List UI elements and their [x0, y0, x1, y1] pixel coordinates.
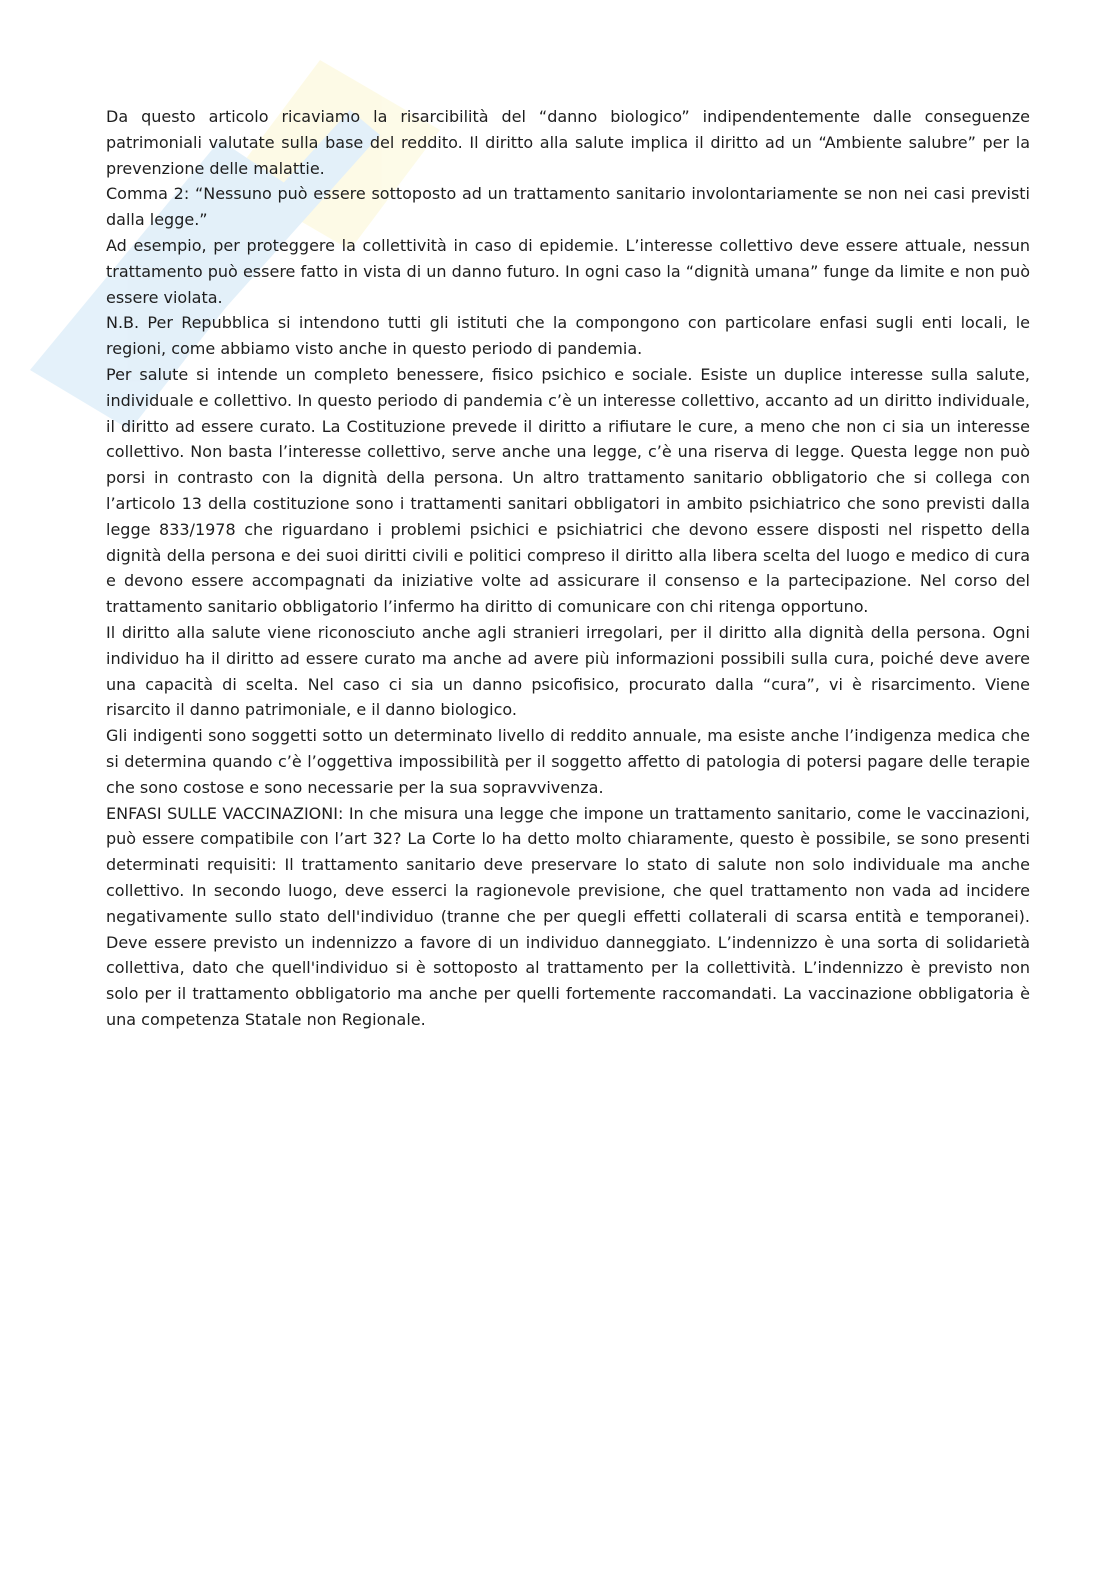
document-body	[106, 104, 1030, 1033]
paragraph: Per salute si intende un completo benessere, fisico psichico e sociale. Esiste un duplice interesse sulla salute, individuale e collettivo. In questo periodo di pandemia c’è un interesse collettivo, accanto ad un diritto individuale, il diritto ad essere curato. La Costituzione prevede il diritto a rifiutare le cure, a meno che non ci sia un interesse collettivo. Non basta l’interesse collettivo, serve anche una legge, c’è una riserva di legge. Questa legge non può porsi in contrasto con la dignità della persona. Un altro trattamento sanitario obbligatorio che si collega con l’articolo 13 della costituzione sono i trattamenti sanitari obbligatori in ambito psichiatrico che sono previsti dalla legge 833/1978 che riguardano i problemi psichici e psichiatrici che devono essere disposti nel rispetto della dignità della persona e dei suoi diritti civili e politici compreso il diritto alla libera scelta del luogo e medico di cura e devono essere accompagnati da iniziative volte ad assicurare il consenso e la partecipazione. Nel corso del trattamento sanitario obbligatorio l’infermo ha diritto di comunicare con chi ritenga opportuno.	[106, 364, 1030, 617]
paragraph: Gli indigenti sono soggetti sotto un determinato livello di reddito annuale, ma esiste anche l’indigenza medica che si determina quando c’è l’oggettiva impossibilità per il soggetto affetto di patologia di potersi pagare delle terapie che sono costose e sono necessarie per la sua sopravvivenza.	[106, 726, 1030, 797]
paragraph: N.B. Per Repubblica si intendono tutti gli istituti che la compongono con particolare enfasi sugli enti locali, le regioni, come abbiamo visto anche in questo periodo di pandemia.	[106, 313, 1030, 359]
paragraph: ENFASI SULLE VACCINAZIONI: In che misura una legge che impone un trattamento sanitario, come le vaccinazioni, può essere compatibile con l’art 32? La Corte lo ha detto molto chiaramente, questo è possibile, se sono presenti determinati requisiti: Il trattamento sanitario deve preservare lo stato di salute non solo individuale ma anche collettivo. In secondo luogo, deve esserci la ragionevole previsione, che quel trattamento non vada ad incidere negativamente sullo stato dell'individuo (tranne che per quegli effetti collaterali di scarsa entità e temporanei). Deve essere previsto un indennizzo a favore di un individuo danneggiato. L’indennizzo è una sorta di solidarietà collettiva, dato che quell'individuo si è sottoposto al trattamento per la collettività. L’indennizzo è previsto non solo per il trattamento obbligatorio ma anche per quelli fortemente raccomandati. La vaccinazione obbligatoria è una competenza Statale non Regionale.	[106, 803, 1030, 1029]
paragraph: Da questo articolo ricaviamo la risarcibilità del “danno biologico” indipendentemente dalle conseguenze patrimoniali valutate sulla base del reddito. Il diritto alla salute implica il diritto ad un “Ambiente salubre” per la prevenzione delle malattie.	[106, 107, 1030, 178]
paragraph: Comma 2: “Nessuno può essere sottoposto ad un trattamento sanitario involontariamente se non nei casi previsti dalla legge.”	[106, 184, 1030, 230]
paragraph: Il diritto alla salute viene riconosciuto anche agli stranieri irregolari, per il diritto alla dignità della persona. Ogni individuo ha il diritto ad essere curato ma anche ad avere più informazioni possibili sulla cura, poiché deve avere una capacità di scelta. Nel caso ci sia un danno psicofisico, procurato dalla “cura”, vi è risarcimento. Viene risarcito il danno patrimoniale, e il danno biologico.	[106, 622, 1030, 720]
paragraph: Ad esempio, per proteggere la collettività in caso di epidemie. L’interesse collettivo deve essere attuale, nessun trattamento può essere fatto in vista di un danno futuro. In ogni caso la “dignità umana” funge da limite e non può essere violata.	[106, 235, 1030, 307]
